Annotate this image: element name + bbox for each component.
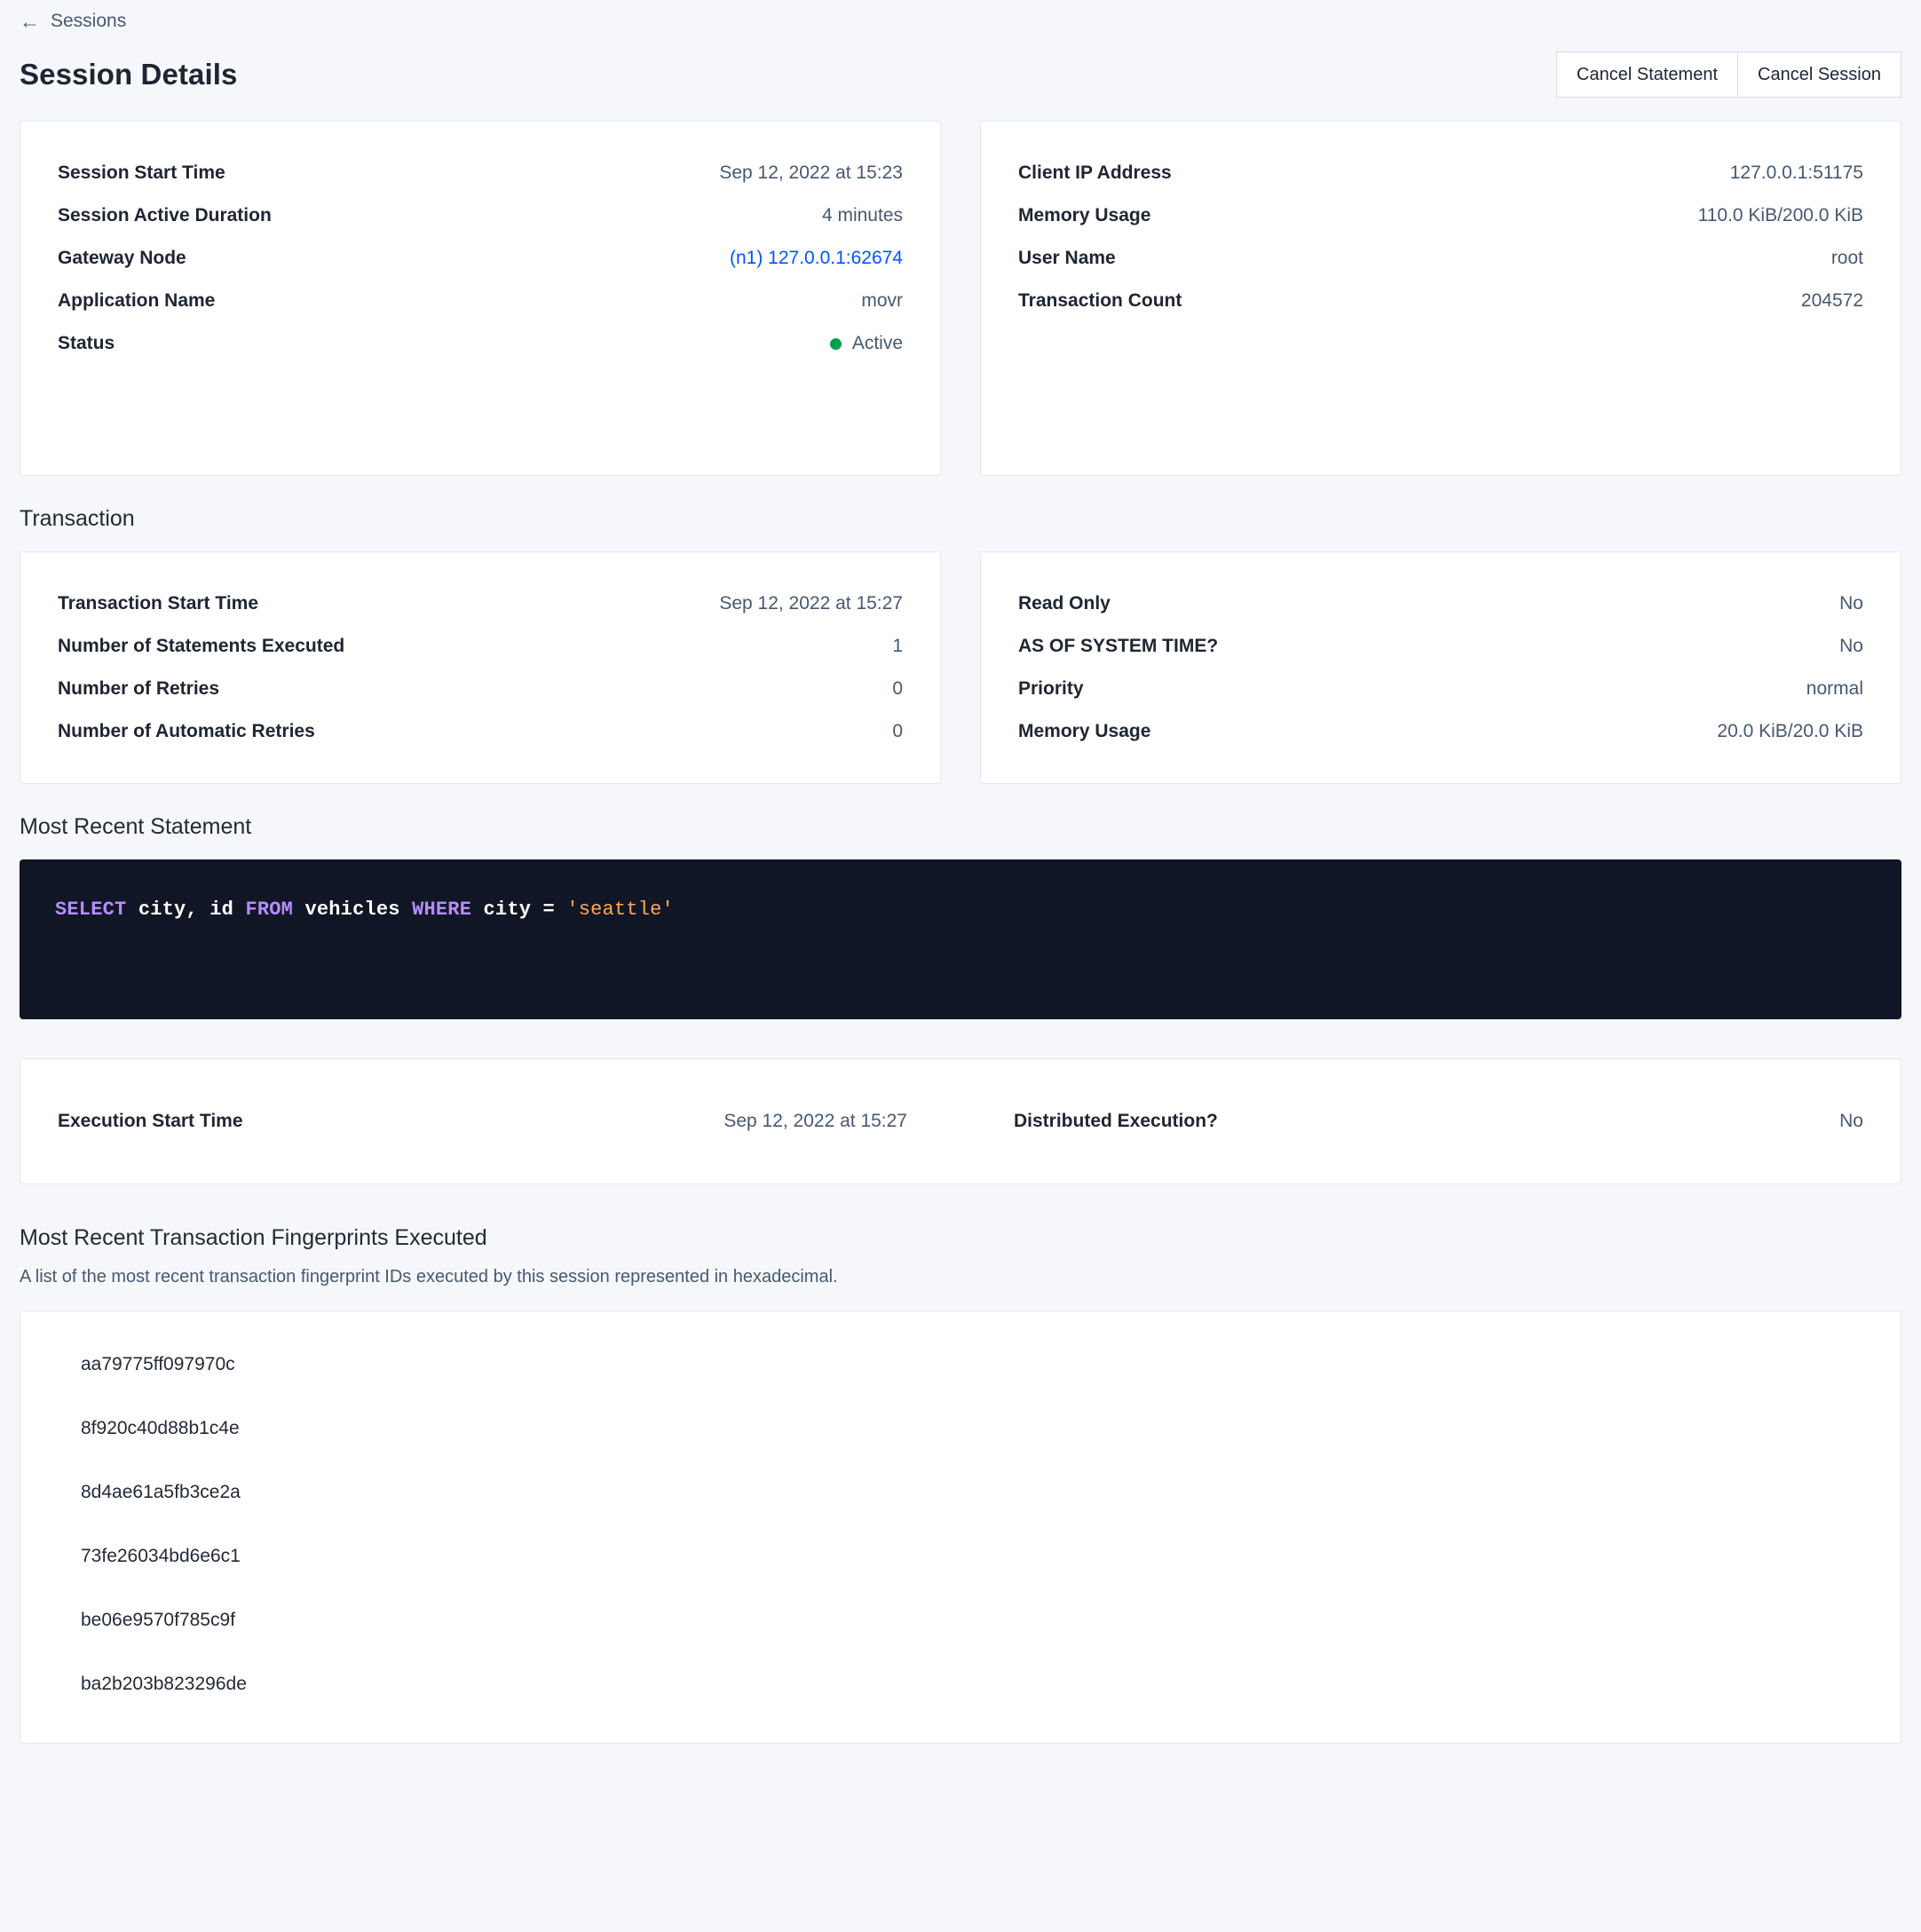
- statements-executed-label: Number of Statements Executed: [58, 636, 345, 656]
- fingerprints-description: A list of the most recent transaction fingerprint IDs executed by this session represented in hexadecimal.: [20, 1267, 838, 1287]
- fingerprints-list: [20, 1310, 1901, 1744]
- user-name-value: root: [1830, 248, 1863, 268]
- page-title: Session Details: [20, 58, 238, 91]
- transaction-count-row: [1018, 280, 1863, 322]
- distributed-execution-value: No: [1839, 1111, 1863, 1131]
- session-card-left: [20, 121, 941, 476]
- status-label: Status: [58, 333, 115, 353]
- transaction-memory-usage-value: 20.0 KiB/20.0 KiB: [1717, 721, 1863, 741]
- user-name-row: [1018, 237, 1863, 280]
- read-only-value: No: [1839, 593, 1863, 614]
- status-badge: [830, 333, 903, 354]
- most-recent-statement-heading: Most Recent Statement: [20, 814, 252, 839]
- list-item: 8f920c40d88b1c4e: [81, 1418, 240, 1438]
- transaction-start-time-label: Transaction Start Time: [58, 593, 259, 614]
- retries-label: Number of Retries: [58, 678, 220, 699]
- session-active-duration-value: 4 minutes: [821, 205, 903, 226]
- list-item: aa79775ff097970c: [81, 1354, 235, 1374]
- session-start-time-row: [58, 152, 903, 194]
- gateway-node-link[interactable]: (n1) 127.0.0.1:62674: [730, 248, 903, 268]
- automatic-retries-value: 0: [892, 721, 903, 741]
- transaction-card-left: [20, 551, 941, 784]
- execution-start-time-label: Execution Start Time: [58, 1111, 243, 1131]
- transaction-card-right: [980, 551, 1901, 784]
- header-row: [20, 51, 1901, 98]
- sql-token-4: WHERE: [412, 899, 472, 921]
- transaction-section-heading: Transaction: [20, 506, 135, 531]
- memory-usage-label: Memory Usage: [1018, 205, 1151, 226]
- as-of-system-time-value: No: [1839, 636, 1863, 656]
- transaction-memory-usage-row: [1018, 710, 1863, 753]
- list-item: ba2b203b823296de: [81, 1674, 247, 1694]
- sql-token-3: vehicles: [293, 899, 413, 921]
- status-value: Active: [851, 333, 903, 353]
- retries-row: [58, 668, 903, 710]
- cancel-session-button[interactable]: Cancel Session: [1738, 51, 1901, 98]
- priority-label: Priority: [1018, 678, 1084, 699]
- priority-row: [1018, 668, 1863, 710]
- list-item: 8d4ae61a5fb3ce2a: [81, 1482, 241, 1502]
- transaction-start-time-value: Sep 12, 2022 at 15:27: [719, 593, 903, 614]
- sql-token-1: city, id: [126, 899, 246, 921]
- status-row: [58, 322, 903, 365]
- automatic-retries-label: Number of Automatic Retries: [58, 721, 315, 741]
- sql-token-0: SELECT: [55, 899, 127, 921]
- execution-left: [58, 1086, 960, 1157]
- memory-usage-value: 110.0 KiB/200.0 KiB: [1697, 205, 1863, 226]
- execution-card: [20, 1058, 1901, 1184]
- list-item: be06e9570f785c9f: [81, 1610, 235, 1630]
- session-overview-grid: [20, 121, 1901, 476]
- header-actions: [1556, 51, 1901, 98]
- session-active-duration-row: [58, 194, 903, 237]
- sql-token-2: FROM: [245, 899, 294, 921]
- as-of-system-time-label: AS OF SYSTEM TIME?: [1018, 636, 1219, 656]
- automatic-retries-row: [58, 710, 903, 753]
- statements-executed-value: 1: [892, 636, 903, 656]
- application-name-row: [58, 280, 903, 322]
- session-card-right: [980, 121, 1901, 476]
- transaction-count-value: 204572: [1800, 290, 1863, 311]
- priority-value: normal: [1806, 678, 1863, 699]
- read-only-row: [1018, 582, 1863, 625]
- distributed-execution-row: [1014, 1086, 1863, 1157]
- application-name-label: Application Name: [58, 290, 216, 311]
- breadcrumb[interactable]: [20, 0, 1901, 32]
- execution-start-time-row: [58, 1086, 907, 1157]
- retries-value: 0: [892, 678, 903, 699]
- fingerprints-title: Most Recent Transaction Fingerprints Executed: [20, 1225, 487, 1250]
- as-of-system-time-row: [1018, 625, 1863, 668]
- client-ip-value: 127.0.0.1:51175: [1729, 162, 1863, 183]
- client-ip-row: [1018, 152, 1863, 194]
- arrow-left-icon[interactable]: ←: [20, 9, 40, 33]
- application-name-value: movr: [861, 290, 903, 311]
- transaction-start-time-row: [58, 582, 903, 625]
- memory-usage-row: [1018, 194, 1863, 237]
- session-active-duration-label: Session Active Duration: [58, 205, 272, 226]
- read-only-label: Read Only: [1018, 593, 1111, 614]
- cancel-statement-button[interactable]: Cancel Statement: [1556, 51, 1738, 98]
- session-start-time-label: Session Start Time: [58, 162, 225, 183]
- client-ip-label: Client IP Address: [1018, 162, 1172, 183]
- user-name-label: User Name: [1018, 248, 1116, 268]
- status-dot-icon: [830, 338, 842, 350]
- list-item: 73fe26034bd6e6c1: [81, 1546, 241, 1566]
- gateway-node-row: [58, 237, 903, 280]
- gateway-node-label: Gateway Node: [58, 248, 186, 268]
- sql-token-5: city =: [471, 899, 567, 921]
- statements-executed-row: [58, 625, 903, 668]
- sql-token-6: 'seattle': [566, 899, 674, 921]
- session-start-time-value: Sep 12, 2022 at 15:23: [719, 162, 903, 183]
- breadcrumb-label[interactable]: Sessions: [51, 11, 127, 31]
- transaction-memory-usage-label: Memory Usage: [1018, 721, 1151, 741]
- transaction-count-label: Transaction Count: [1018, 290, 1182, 311]
- execution-right: [960, 1086, 1863, 1157]
- execution-start-time-value: Sep 12, 2022 at 15:27: [723, 1111, 907, 1131]
- distributed-execution-label: Distributed Execution?: [1014, 1111, 1218, 1131]
- transaction-grid: [20, 551, 1901, 784]
- sql-statement-box: [20, 859, 1901, 1019]
